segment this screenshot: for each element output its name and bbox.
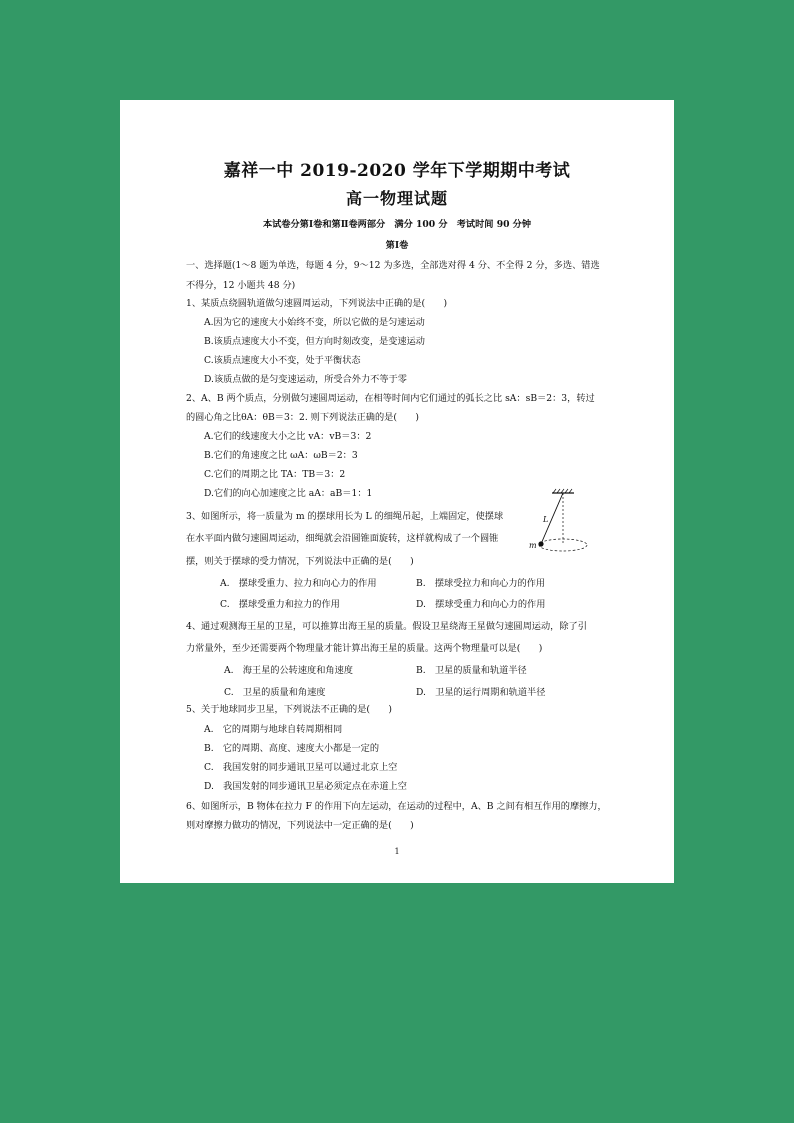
q3-option-c: C. 摆球受重力和拉力的作用 — [220, 599, 340, 610]
q2-stem-line-2: 的圆心角之比θA：θB＝3：2. 则下列说法正确的是( ) — [186, 412, 419, 423]
q1-option-b: B.该质点速度大小不变，但方向时刻改变，是变速运动 — [204, 336, 425, 347]
q3-stem-line-2: 在水平面内做匀速圆周运动，细绳就会沿圆锥面旋转，这样就构成了一个圆锥 — [186, 533, 499, 544]
q5-option-c: C. 我国发射的同步通讯卫星可以通过北京上空 — [204, 762, 398, 773]
q2-stem-line-1: 2、A、B 两个质点，分别做匀速圆周运动，在相等时间内它们通过的弧长之比 sA：sB＝2：3，转过 — [186, 393, 595, 404]
q4-option-c: C. 卫星的质量和角速度 — [224, 687, 326, 698]
instructions-line-2: 不得分，12 小题共 48 分) — [186, 280, 296, 291]
q2-option-c: C.它们的周期之比 TA：TB＝3：2 — [204, 469, 346, 480]
q3-option-b: B. 摆球受拉力和向心力的作用 — [416, 578, 546, 589]
q1-option-c: C.该质点速度大小不变，处于平衡状态 — [204, 355, 361, 366]
q2-option-d: D.它们的向心加速度之比 aA：aB＝1：1 — [204, 488, 373, 499]
q3-option-d: D. 摆球受重力和向心力的作用 — [416, 599, 546, 610]
figure-label-L: L — [543, 515, 549, 524]
q2-option-b: B.它们的角速度之比 ωA：ωB＝2：3 — [204, 450, 358, 461]
q4-option-d: D. 卫星的运行周期和轨道半径 — [416, 687, 546, 698]
q6-stem-line-2: 则对摩擦力做功的情况，下列说法中一定正确的是( ) — [186, 820, 414, 831]
q4-stem-line-1: 4、通过观测海王星的卫星，可以推算出海王星的质量。假设卫星绕海王星做匀速圆周运动，除了引 — [186, 621, 587, 632]
q4-option-a: A. 海王星的公转速度和角速度 — [224, 665, 353, 676]
exam-title: 嘉祥一中 2019-2020 学年下学期期中考试 — [223, 161, 571, 181]
q3-stem-line-3: 摆，则关于摆球的受力情况，下列说法中正确的是( ) — [186, 556, 414, 567]
q3-option-a: A. 摆球受重力、拉力和向心力的作用 — [220, 578, 377, 589]
volume-heading: 第Ⅰ卷 — [385, 240, 409, 251]
instructions-line-1: 一、选择题(1～8 题为单选，每题 4 分，9～12 为多选，全部选对得 4 分、不全得 2 分，多选、错选 — [186, 260, 600, 271]
q1-option-d: D.该质点做的是匀变速运动，所受合外力不等于零 — [204, 374, 407, 385]
q5-stem: 5、关于地球同步卫星，下列说法不正确的是( ) — [186, 704, 392, 715]
page-number: 1 — [394, 847, 400, 856]
exam-page — [120, 100, 674, 883]
q4-stem-line-2: 力常量外，至少还需要两个物理量才能计算出海王星的质量。这两个物理量可以是( ) — [186, 643, 543, 654]
q1-stem: 1、某质点绕圆轨道做匀速圆周运动，下列说法中正确的是( ) — [186, 298, 448, 309]
q4-option-b: B. 卫星的质量和轨道半径 — [416, 665, 527, 676]
exam-subtitle: 高一物理试题 — [345, 189, 448, 208]
q6-stem-line-1: 6、如图所示，B 物体在拉力 F 的作用下向左运动，在运动的过程中，A、B 之间有相互作用的摩擦力， — [186, 801, 607, 812]
q1-option-a: A.因为它的速度大小始终不变，所以它做的是匀速运动 — [204, 317, 425, 328]
q3-stem-line-1: 3、如图所示，将一质量为 m 的摆球用长为 L 的细绳吊起，上端固定，使摆球 — [186, 511, 504, 522]
figure-label-m: m — [529, 541, 537, 550]
q5-option-a: A. 它的周期与地球自转周期相同 — [204, 724, 343, 735]
conical-pendulum-figure — [528, 488, 594, 558]
exam-info: 本试卷分第Ⅰ卷和第Ⅱ卷两部分 满分 100 分 考试时间 90 分钟 — [262, 219, 532, 230]
q5-option-b: B. 它的周期、高度、速度大小都是一定的 — [204, 743, 380, 754]
q2-option-a: A.它们的线速度大小之比 vA：vB＝3：2 — [204, 431, 372, 442]
q5-option-d: D. 我国发射的同步通讯卫星必须定点在赤道上空 — [204, 781, 407, 792]
